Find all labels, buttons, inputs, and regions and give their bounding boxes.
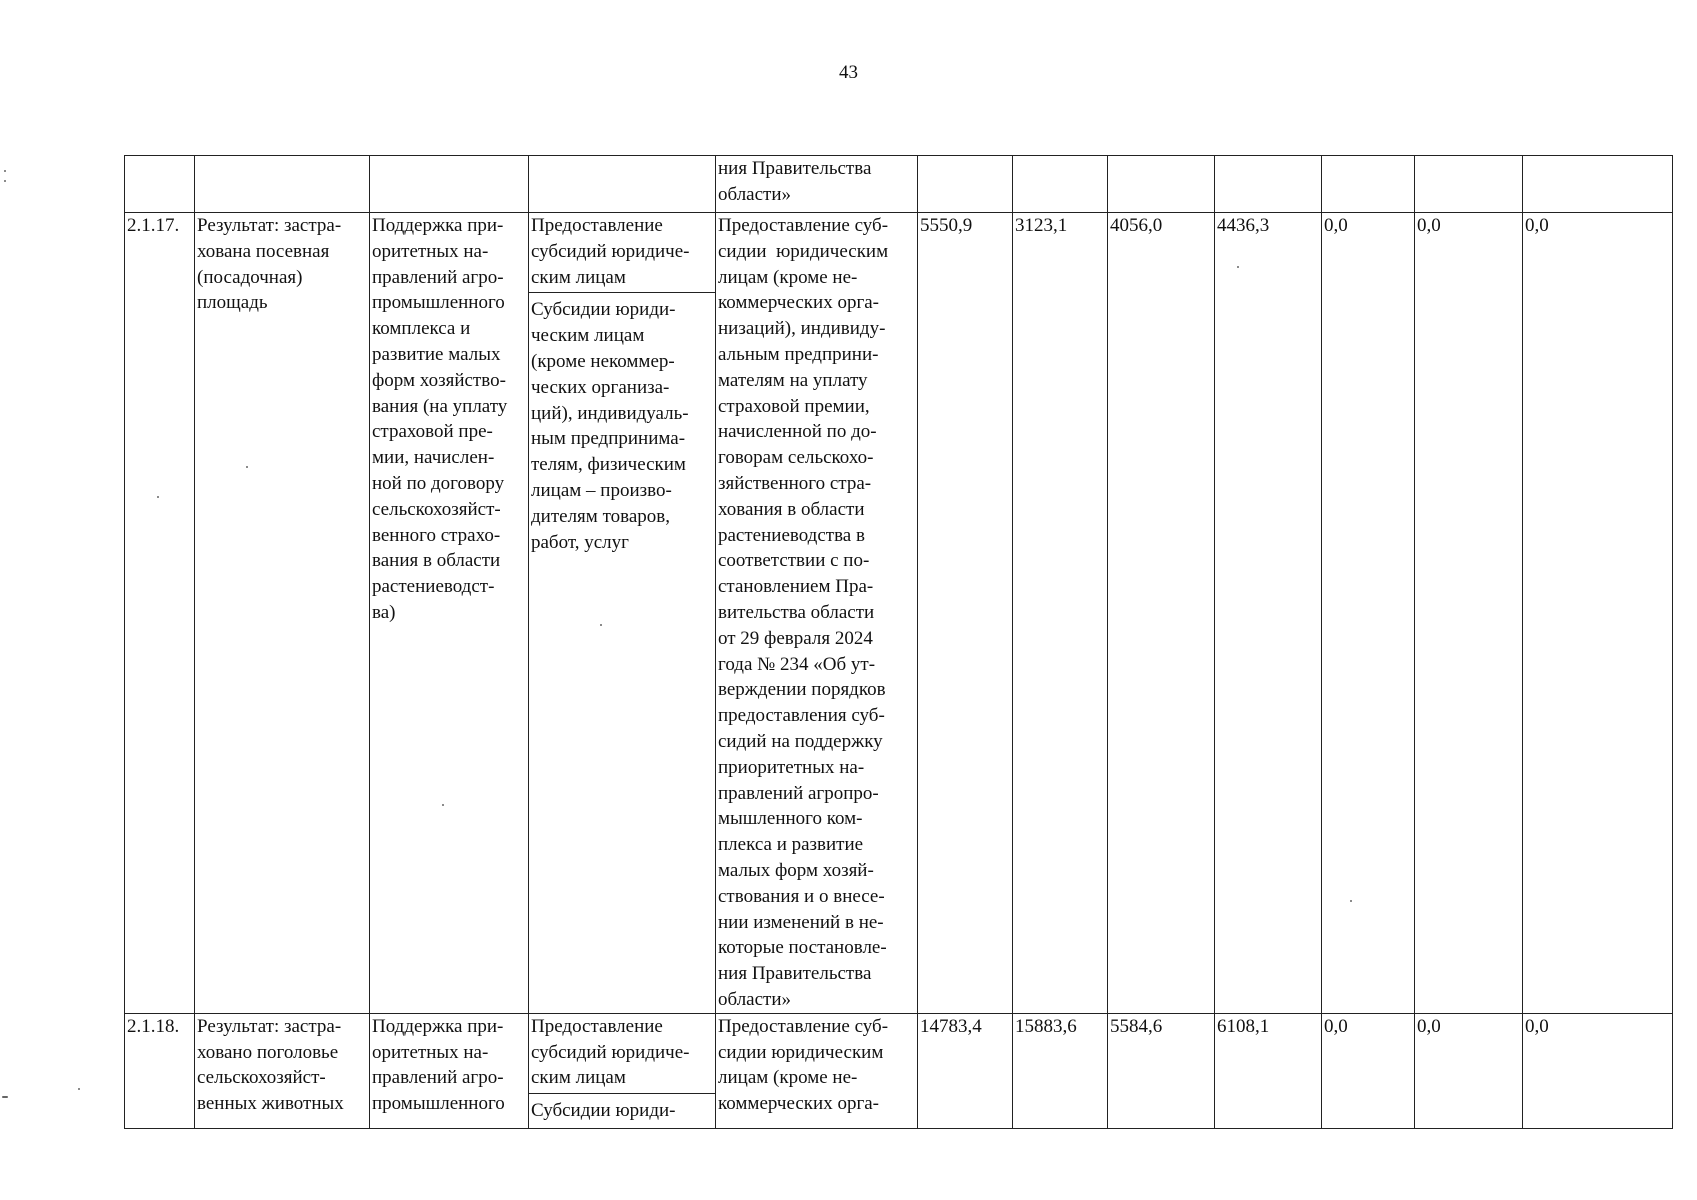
measure-bottom: Субсидии юриди- (531, 1100, 676, 1122)
description-text: Предоставление суб- сидии юридическим лицам (кроме не- коммерческих орга- (718, 1015, 889, 1115)
value-cell: 4436,3 (1217, 215, 1270, 236)
table-row (125, 213, 1673, 1014)
row-id: 2.1.17. (127, 215, 180, 236)
program-table (124, 155, 1673, 1129)
value-cell: 4056,0 (1110, 215, 1163, 236)
description-text: Предоставление суб- сидии юридическим лицам (кроме не- коммерческих орга- низаций), индивиду- альным предприни- мателям на уплату страховой премии, начисленной по до- говорам сельскохо- зяйственного стра- хования в области растениеводства в соответствии с по- становлением Пра- вительства области от 29 февраля 2024 года № 234 «Об ут- верждении порядков предоставления суб- сидий на поддержку приоритетных на- правлений агропро- мышленного ком- плекса и развитие малых форм хозяй- ствования и о внесе- нии изменений в не- которые постановле- ния Правительства области» (718, 215, 889, 1010)
table-row (125, 1013, 1673, 1128)
continuation-text: ния Правительства области» (718, 158, 872, 205)
project-text: Поддержка при- оритетных на- правлений агро- промышленного (372, 1015, 505, 1115)
scan-speck (78, 1088, 80, 1090)
value-cell: 15883,6 (1015, 1015, 1077, 1037)
project-text: Поддержка при- оритетных на- правлений агро- промышленного комплекса и развитие малых форм хозяйство- вания (на уплату страховой пре- мии, начислен- ной по договору сельскохозяйст- венного страхо- вания в области растениеводст- ва) (372, 215, 508, 623)
value-cell: 14783,4 (920, 1015, 982, 1037)
scan-speck (1237, 266, 1239, 268)
value-cell: 0,0 (1525, 215, 1549, 236)
value-cell: 3123,1 (1015, 215, 1068, 236)
result-text: Результат: застра- хована посевная (посадочная) площадь (197, 215, 342, 314)
value-cell: 0,0 (1417, 215, 1441, 236)
scan-speck (2, 1096, 8, 1098)
value-cell: 5584,6 (1110, 1015, 1163, 1037)
measure-top: Предоставление субсидий юридиче- ским лицам (529, 1014, 715, 1094)
value-cell: 6108,1 (1217, 1015, 1270, 1037)
scan-speck (442, 804, 444, 806)
scan-speck (157, 496, 159, 498)
measure-bottom: Субсидии юриди- ческим лицам (кроме некоммер- ческих организа- ций), индивидуаль- ным предпринима- телям, физическим лицам – произво- дителям товаров, работ, услуг (531, 299, 689, 553)
measure-top: Предоставление субсидий юридиче- ским лицам (529, 213, 715, 293)
result-text: Результат: застра- ховано поголовье сельскохозяйст- венных животных (197, 1015, 344, 1115)
scan-speck (246, 466, 248, 468)
value-cell: 0,0 (1525, 1015, 1549, 1037)
value-cell: 0,0 (1324, 1015, 1348, 1037)
value-cell: 0,0 (1324, 215, 1348, 236)
row-id: 2.1.18. (127, 1015, 180, 1037)
value-cell: 0,0 (1417, 1015, 1441, 1037)
scan-speck (1350, 900, 1352, 902)
scan-speck (4, 180, 6, 182)
scan-speck (600, 624, 602, 626)
page-number: 43 (839, 62, 858, 83)
continuation-row (125, 156, 1673, 213)
value-cell: 5550,9 (920, 215, 973, 236)
scan-speck (4, 170, 6, 172)
